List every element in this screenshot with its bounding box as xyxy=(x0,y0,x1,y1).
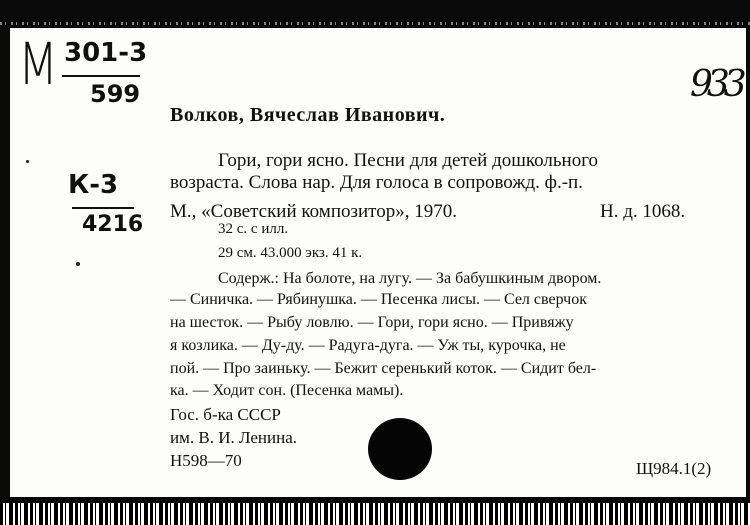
contents-line: пой. — Про заиньку. — Бежит серенький коток. — Сидит бел- xyxy=(170,360,597,377)
scan-right-border xyxy=(746,28,750,498)
publication-line: М., «Советский композитор», 1970. xyxy=(170,201,457,222)
handwritten-number-bottom: 599 xyxy=(90,80,141,108)
contents-line: — Синичка. — Рябинушка. — Песенка лисы. — Сел сверчок xyxy=(170,291,587,308)
handwritten-divider xyxy=(62,75,140,77)
author-heading: Волков, Вячеслав Иванович. xyxy=(170,104,446,126)
handwritten-letter: М xyxy=(18,30,59,98)
handwritten-corner-number: 933 xyxy=(690,64,741,105)
library-line: Гос. б-ка СССР xyxy=(170,405,281,424)
handwritten-k-top: К-3 xyxy=(68,170,119,200)
handwritten-k-bottom: 4216 xyxy=(82,212,144,237)
shelf-mark: Щ984.1(2) xyxy=(636,459,712,478)
handwritten-number-top: 301-3 xyxy=(64,38,148,68)
card-code: Н598—70 xyxy=(170,451,242,470)
handwritten-divider xyxy=(72,207,134,209)
speck xyxy=(76,262,80,266)
library-line: им. В. И. Ленина. xyxy=(170,428,298,447)
pages-line: 32 с. с илл. xyxy=(218,221,289,237)
publication-number: Н. д. 1068. xyxy=(600,201,686,222)
scan-top-border xyxy=(0,0,750,28)
contents-line: я козлика. — Ду-ду. — Радуга-дуга. — Уж ты, курочка, не xyxy=(170,337,566,354)
ink-blot xyxy=(368,418,432,480)
speck xyxy=(26,160,29,163)
title-line: возраста. Слова нар. Для голоса в сопровожд. ф.-п. xyxy=(170,172,583,193)
scan-bottom-border xyxy=(0,497,750,525)
contents-line: ка. — Ходит сон. (Песенка мамы). xyxy=(170,382,404,399)
contents-line: на шесток. — Рыбу ловлю. — Гори, гори ясно. — Привяжу xyxy=(170,314,574,331)
contents-line: Содерж.: На болоте, на лугу. — За бабушкиным двором. xyxy=(218,270,602,287)
size-price-line: 29 см. 43.000 экз. 41 к. xyxy=(218,245,363,261)
title-line: Гори, гори ясно. Песни для детей дошкольного xyxy=(218,150,599,171)
scan-left-border xyxy=(0,28,10,498)
